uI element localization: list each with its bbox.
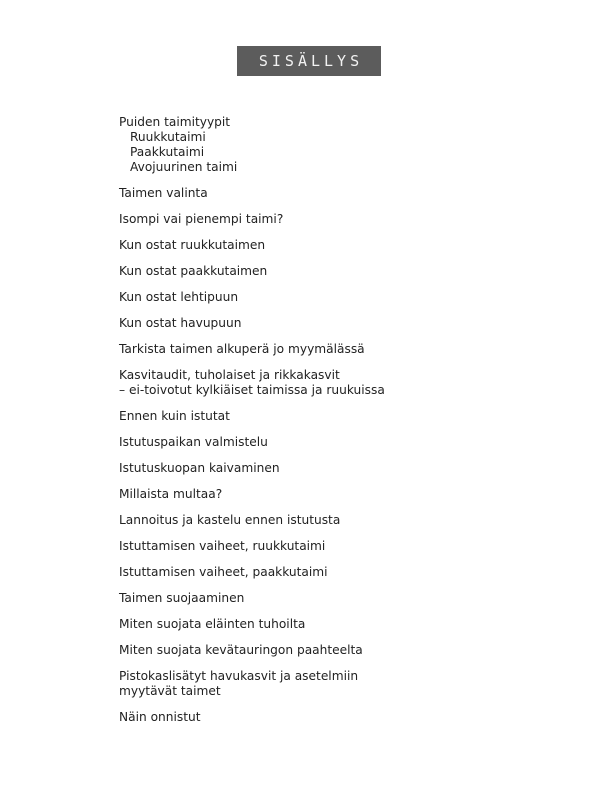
toc-entry <box>119 539 325 554</box>
toc-entry <box>119 643 363 658</box>
toc-entry-text: Lannoitus ja kastelu ennen istutusta <box>119 513 341 527</box>
toc-entry-text: Pistokaslisätyt havukasvit ja asetelmiin <box>119 669 359 683</box>
toc-entry-text: Puiden taimityypit <box>119 115 231 129</box>
toc-entry <box>119 669 358 699</box>
toc-entry <box>119 368 385 398</box>
toc-entry-text: Istutuskuopan kaivaminen <box>119 461 280 475</box>
toc-entry <box>119 115 237 175</box>
toc-entry-text: Kun ostat paakkutaimen <box>119 264 268 278</box>
toc-entry <box>119 316 241 331</box>
toc-subentry-text: Ruukkutaimi <box>130 130 206 144</box>
toc-entry <box>119 264 267 279</box>
toc-subentry-text: Avojuurinen taimi <box>130 160 238 174</box>
toc-entry-text: Kasvitaudit, tuholaiset ja rikkakasvit <box>119 368 340 382</box>
toc-entry <box>119 212 283 227</box>
toc-entry <box>119 565 328 580</box>
toc-entry <box>119 461 280 476</box>
toc-entry-text: Kun ostat havupuun <box>119 316 242 330</box>
toc-entry-text: Tarkista taimen alkuperä jo myymälässä <box>119 342 365 356</box>
toc-entry-text: Miten suojata kevätauringon paahteelta <box>119 643 363 657</box>
toc-entry-text: Istuttamisen vaiheet, ruukkutaimi <box>119 539 326 553</box>
toc-entry <box>119 710 201 725</box>
toc-entry <box>119 435 268 450</box>
toc-subentry-text: Paakkutaimi <box>130 145 205 159</box>
toc-entry-text: Isompi vai pienempi taimi? <box>119 212 284 226</box>
toc-entry <box>119 617 305 632</box>
toc-entry <box>119 238 265 253</box>
toc-entry-text: – ei-toivotut kylkiäiset taimissa ja ruukuissa <box>119 383 385 397</box>
toc-entry <box>119 591 244 606</box>
toc-entry-text: myytävät taimet <box>119 684 221 698</box>
toc-entry-text: Kun ostat lehtipuun <box>119 290 239 304</box>
toc-entry-text: Millaista multaa? <box>119 487 223 501</box>
toc-entry <box>119 186 208 201</box>
toc-entry-text: Miten suojata eläinten tuhoilta <box>119 617 306 631</box>
toc-entry <box>119 342 365 357</box>
toc-entry <box>119 513 340 528</box>
toc-entry-text: Istutuspaikan valmistelu <box>119 435 268 449</box>
toc-entry-text: Taimen valinta <box>119 186 208 200</box>
toc-entry <box>119 409 230 424</box>
toc-entry <box>119 290 238 305</box>
toc-entry-text: Kun ostat ruukkutaimen <box>119 238 266 252</box>
toc-title <box>237 46 381 76</box>
toc-entry-text: Istuttamisen vaiheet, paakkutaimi <box>119 565 328 579</box>
toc-entry <box>119 487 222 502</box>
toc-entry-text: Ennen kuin istutat <box>119 409 230 423</box>
toc-entry-text: Näin onnistut <box>119 710 201 724</box>
toc-entry-text: Taimen suojaaminen <box>119 591 245 605</box>
toc-title-text: SISÄLLYS <box>258 52 364 70</box>
